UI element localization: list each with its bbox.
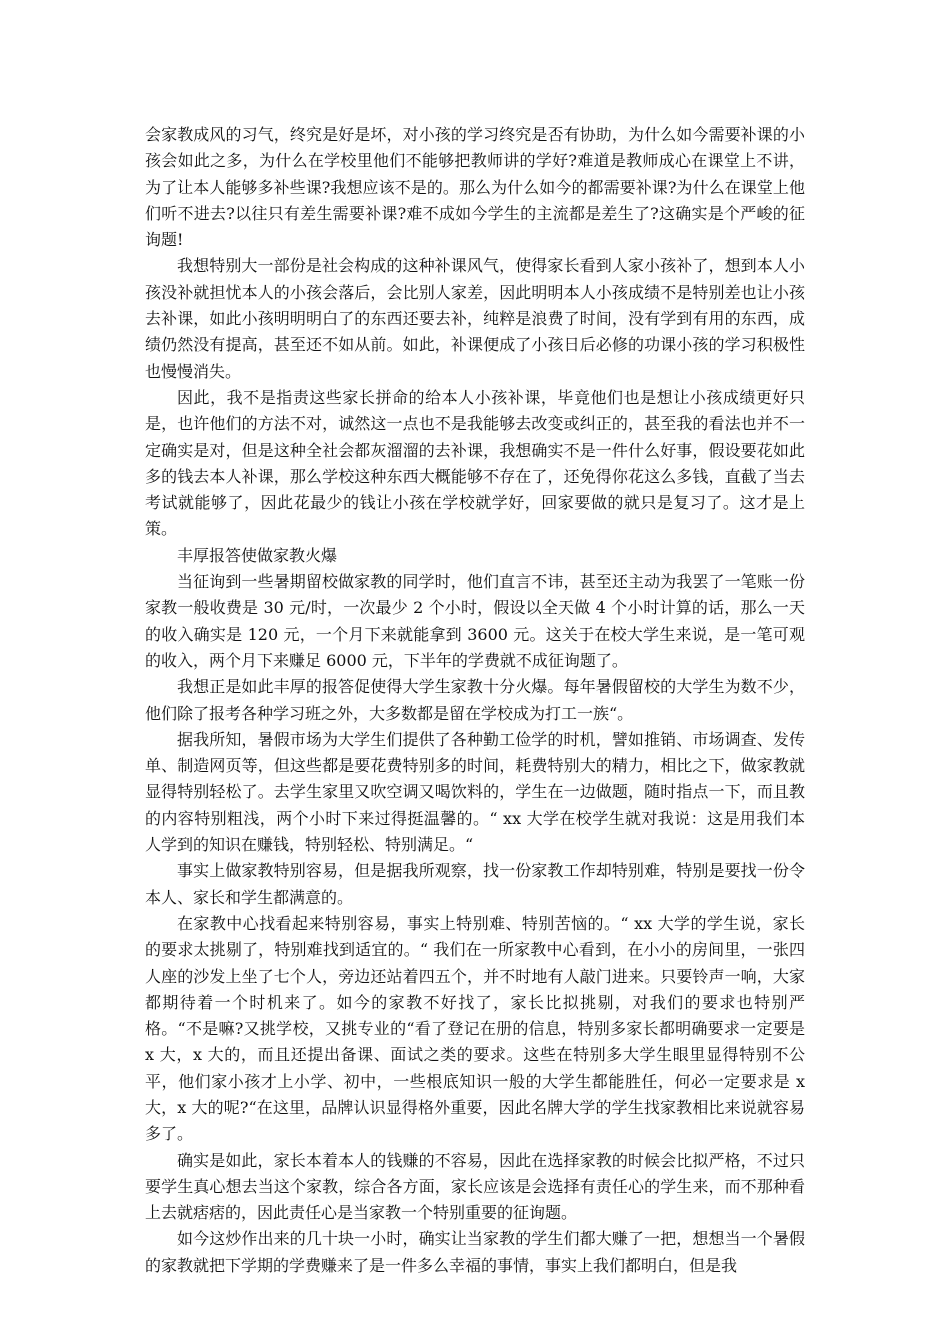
- paragraph-8: 在家教中心找看起来特别容易，事实上特别难、特别苦恼的。“ xx 大学的学生说，家长的要求太挑剔了，特别难找到适宜的。“ 我们在一所家教中心看到，在小小的房间里，一张四人座的沙发上坐了七个人，旁边还站着四五个，并不时地有人敲门进来。只要铃声一响，大家都期待着一个时机来了。如今的家教不好找了，家长比拟挑剔，对我们的要求也特别严格。“不是嘛?又挑学校，又挑专业的“看了登记在册的信息，特别多家长都明确要求一定要是 x 大，x 大的，而且还提出备课、面试之类的要求。这些在特别多大学生眼里显得特别不公平，他们家小孩才上小学、初中，一些根底知识一般的大学生都能胜任，何必一定要求是 x 大，x 大的呢?“在这里，品牌认识显得格外重要，因此名牌大学的学生找家教相比来说就容易多了。: [145, 913, 805, 1144]
- paragraph-6: 据我所知，暑假市场为大学生们提供了各种勤工俭学的时机，譬如推销、市场调查、发传单、制造网页等，但这些都是要花费特别多的时间，耗费特别大的精力，相比之下，做家教就显得特别轻松了。去学生家里又吹空调又喝饮料的，学生在一边做题，随时指点一下，而且教的内容特别粗浅，两个小时下来过得挺温馨的。“ xx 大学在校学生就对我说：这是用我们本人学到的知识在赚钱，特别轻松、特别满足。“: [145, 729, 805, 855]
- paragraph-5: 我想正是如此丰厚的报答促使得大学生家教十分火爆。每年暑假留校的大学生为数不少，他们除了报考各种学习班之外，大多数都是留在学校成为打工一族“。: [145, 677, 805, 723]
- section-heading: 丰厚报答使做家教火爆: [177, 545, 338, 565]
- paragraph-4: 当征询到一些暑期留校做家教的同学时，他们直言不讳，甚至还主动为我罢了一笔账一份家教一般收费是 30 元/时，一次最少 2 个小时，假设以全天做 4 个小时计算的话，那么一天的收入确实是 120 元，一个月下来就能拿到 3600 元。这关于在校大学生来说，是一笔可观的收入，两个月下来赚足 6000 元，下半年的学费就不成征询题了。: [145, 572, 805, 670]
- paragraph-7: 事实上做家教特别容易，但是据我所观察，找一份家教工作却特别难，特别是要找一份令本人、家长和学生都满意的。: [145, 861, 805, 907]
- paragraph-2: 我想特别大一部份是社会构成的这种补课风气，使得家长看到人家小孩补了，想到本人小孩没补就担忧本人的小孩会落后，会比别人家差，因此明明本人小孩成绩不是特别差也让小孩去补课，如此小孩明明明白了的东西还要去补，纯粹是浪费了时间，没有学到有用的东西，成绩仍然没有提高，甚至还不如从前。如此，补课便成了小孩日后必修的功课小孩的学习积极性也慢慢消失。: [145, 256, 805, 381]
- paragraph-10: 如今这炒作出来的几十块一小时，确实让当家教的学生们都大赚了一把，想想当一个暑假的家教就把下学期的学费赚来了是一件多么幸福的事情，事实上我们都明白，但是我: [145, 1229, 805, 1275]
- paragraph-1: 会家教成风的习气，终究是好是坏，对小孩的学习终究是否有协助，为什么如今需要补课的小孩会如此之多，为什么在学校里他们不能够把教师讲的学好?难道是教师成心在课堂上不讲，为了让本人能够多补些课?我想应该不是的。那么为什么如今的都需要补课?为什么在课堂上他们听不进去?以往只有差生需要补课?难不成如今学生的主流都是差生了?这确实是个严峻的征询题!: [145, 125, 805, 250]
- paragraph-9: 确实是如此，家长本着本人的钱赚的不容易，因此在选择家教的时候会比拟严格，不过只要学生真心想去当这个家教，综合各方面，家长应该是会选择有责任心的学生来，而不那种看上去就痞痞的，因此责任心是当家教一个特别重要的征询题。: [145, 1150, 805, 1223]
- paragraph-3: 因此，我不是指责这些家长拼命的给本人小孩补课，毕竟他们也是想让小孩成绩更好只是，也许他们的方法不对，诚然这一点也不是我能够去改变或纠正的，甚至我的看法也并不一定确实是对，但是这种全社会都灰溜溜的去补课，我想确实不是一件什么好事，假设要花如此多的钱去本人补课，那么学校这种东西大概能够不存在了，还免得你花这么多钱，直截了当去考试就能够了，因此花最少的钱让小孩在学校就学好，回家要做的就只是复习了。这才是上策。: [145, 387, 805, 539]
- document-body: [145, 122, 805, 1279]
